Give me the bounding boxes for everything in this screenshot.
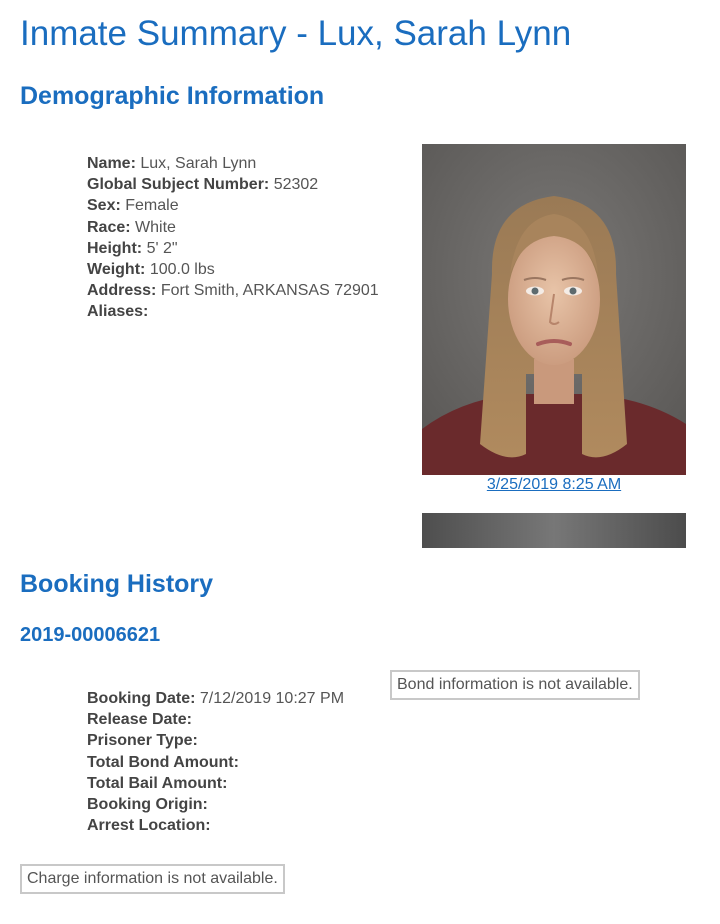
- field-label: Aliases:: [87, 303, 149, 321]
- bond-notice: Bond information is not available.: [390, 670, 640, 700]
- field-value: Fort Smith, ARKANSAS 72901: [160, 282, 379, 300]
- booking-field-total-bail: [87, 773, 344, 794]
- field-label: Height:: [87, 239, 143, 257]
- booking-field-booking-date: [87, 688, 344, 709]
- field-label: Global Subject Number:: [87, 176, 270, 194]
- demographic-field-sex: [87, 195, 379, 216]
- field-label: Booking Origin:: [87, 796, 208, 814]
- booking-field-total-bond: [87, 752, 344, 773]
- field-label: Release Date:: [87, 711, 192, 729]
- demographic-field-weight: [87, 259, 379, 280]
- field-label: Total Bond Amount:: [87, 753, 239, 771]
- field-value: 5' 2": [146, 239, 178, 257]
- field-label: Address:: [87, 282, 157, 300]
- booking-number: 2019-00006621: [20, 624, 161, 646]
- field-value: Lux, Sarah Lynn: [140, 155, 257, 172]
- demographic-field-aliases: [87, 301, 379, 322]
- demographic-field-subject-number: [87, 174, 379, 195]
- demographic-field-address: [87, 280, 379, 301]
- booking-field-booking-origin: [87, 794, 344, 815]
- field-value: 7/12/2019 10:27 PM: [199, 690, 345, 707]
- demographic-field-height: [87, 238, 379, 259]
- demographic-heading: Demographic Information: [20, 82, 325, 110]
- field-value: Female: [125, 197, 179, 215]
- field-value: 52302: [273, 176, 319, 194]
- field-label: Weight:: [87, 261, 146, 279]
- booking-field-prisoner-type: [87, 730, 344, 751]
- booking-detail-list: [87, 688, 344, 836]
- field-label: Name:: [87, 155, 136, 172]
- booking-field-arrest-location: [87, 815, 344, 836]
- booking-field-release-date: [87, 709, 344, 730]
- demographic-list: [87, 153, 379, 323]
- inmate-photo-thumbnail[interactable]: [422, 513, 686, 548]
- field-label: Arrest Location:: [87, 817, 211, 835]
- demographic-field-race: [87, 217, 379, 238]
- field-label: Sex:: [87, 197, 121, 215]
- inmate-photo-illustration: [422, 144, 686, 475]
- field-label: Race:: [87, 218, 131, 236]
- booking-history-heading: Booking History: [20, 570, 214, 598]
- photo-date-link[interactable]: 3/25/2019 8:25 AM: [486, 476, 622, 493]
- demographic-field-name: [87, 153, 379, 174]
- field-value: 100.0 lbs: [149, 261, 215, 279]
- field-label: Booking Date:: [87, 690, 196, 707]
- field-label: Prisoner Type:: [87, 732, 198, 750]
- page-title: Inmate Summary - Lux, Sarah Lynn: [20, 14, 572, 53]
- charge-notice: Charge information is not available.: [20, 864, 285, 894]
- field-value: White: [135, 218, 176, 236]
- inmate-photo[interactable]: [422, 144, 686, 475]
- field-label: Total Bail Amount:: [87, 774, 228, 792]
